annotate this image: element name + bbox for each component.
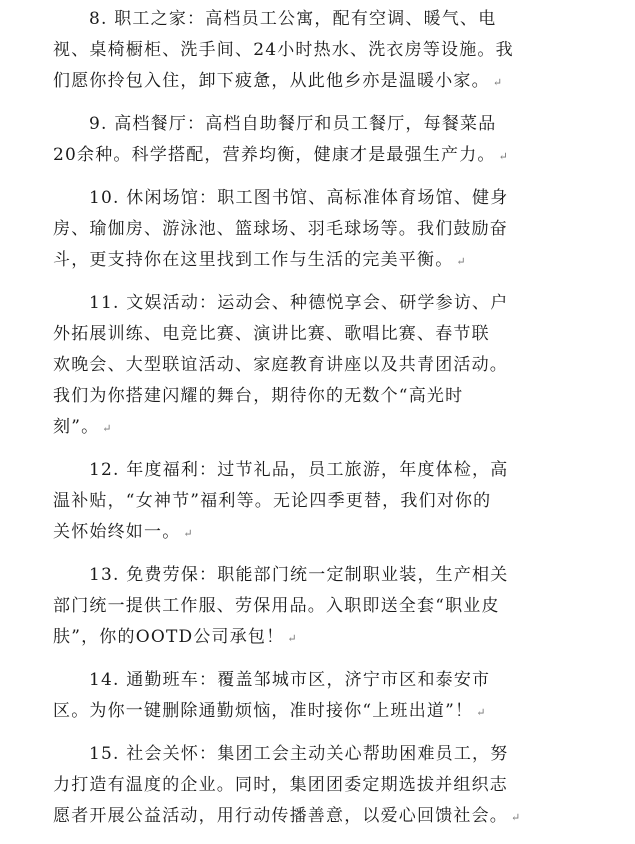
text-line: 愿者开展公益活动，用行动传播善意，以爱心回馈社会。 ↵ bbox=[53, 806, 522, 826]
text-line: 区。为你一键删除通勤烦恼，准时接你“上班出道”！ ↵ bbox=[53, 701, 487, 721]
paragraph-return-icon: ↵ bbox=[287, 632, 298, 645]
text-line: 15. 社会关怀：集团工会主动关心帮助困难员工，努 bbox=[89, 744, 509, 764]
text-line: 欢晚会、大型联谊活动、家庭教育讲座以及共青团活动。 bbox=[53, 355, 508, 375]
paragraph-social-care bbox=[53, 739, 553, 832]
text-line: 11. 文娱活动：运动会、种德悦享会、研学参访、户 bbox=[89, 293, 509, 313]
paragraph-return-icon: ↵ bbox=[498, 150, 510, 163]
text-line: 斗，更支持你在这里找到工作与生活的完美平衡。 ↵ bbox=[53, 250, 467, 270]
paragraph-leisure-venues bbox=[53, 183, 553, 276]
text-line: 关怀始终如一。 ↵ bbox=[53, 522, 194, 542]
text-line: 肤”，你的OOTD公司承包！ ↵ bbox=[53, 627, 298, 647]
text-line: 我们为你搭建闪耀的舞台，期待你的无数个“高光时 bbox=[53, 386, 464, 406]
text-line: 13. 免费劳保：职能部门统一定制职业装，生产相关 bbox=[89, 565, 509, 585]
text-line: 8. 职工之家：高档员工公寓，配有空调、暖气、电 bbox=[89, 9, 497, 29]
text-line: 外拓展训练、电竞比赛、演讲比赛、歌唱比赛、春节联 bbox=[53, 324, 490, 344]
text-line: 20余种。科学搭配，营养均衡，健康才是最强生产力。 ↵ bbox=[53, 145, 510, 165]
paragraph-staff-housing bbox=[53, 4, 553, 97]
text-line: 10. 休闲场馆：职工图书馆、高标准体育场馆、健身 bbox=[89, 188, 509, 208]
paragraph-protective-gear bbox=[53, 560, 553, 653]
paragraph-recreation bbox=[53, 288, 553, 443]
paragraph-dining bbox=[53, 109, 553, 171]
paragraph-return-icon: ↵ bbox=[456, 255, 467, 268]
text-line: 刻”。 ↵ bbox=[53, 417, 113, 437]
paragraph-return-icon: ↵ bbox=[183, 527, 194, 540]
text-line: 力打造有温度的企业。同时，集团团委定期选拔并组织志 bbox=[53, 775, 508, 795]
paragraph-return-icon: ↵ bbox=[476, 706, 487, 719]
text-line: 温补贴，“女神节”福利等。无论四季更替，我们对你的 bbox=[53, 491, 492, 511]
text-line: 12. 年度福利：过节礼品，员工旅游，年度体检，高 bbox=[89, 460, 509, 480]
text-line: 14. 通勤班车：覆盖邹城市区，济宁市区和泰安市 bbox=[89, 670, 491, 690]
paragraph-shuttle-bus bbox=[53, 665, 553, 727]
text-line: 9. 高档餐厅：高档自助餐厅和员工餐厅，每餐菜品 bbox=[89, 114, 497, 134]
paragraph-return-icon: ↵ bbox=[511, 811, 522, 824]
document-body bbox=[53, 4, 553, 844]
paragraph-return-icon: ↵ bbox=[102, 422, 113, 435]
paragraph-return-icon: ↵ bbox=[492, 76, 504, 89]
text-line: 部门统一提供工作服、劳保用品。入职即送全套“职业皮 bbox=[53, 596, 500, 616]
text-line: 们愿你拎包入住，卸下疲惫，从此他乡亦是温暖小家。 ↵ bbox=[53, 71, 504, 91]
text-line: 视、桌椅橱柜、洗手间、24小时热水、洗衣房等设施。我 bbox=[53, 40, 514, 60]
text-line: 房、瑜伽房、游泳池、篮球场、羽毛球场等。我们鼓励奋 bbox=[53, 219, 508, 239]
paragraph-annual-benefits bbox=[53, 455, 553, 548]
